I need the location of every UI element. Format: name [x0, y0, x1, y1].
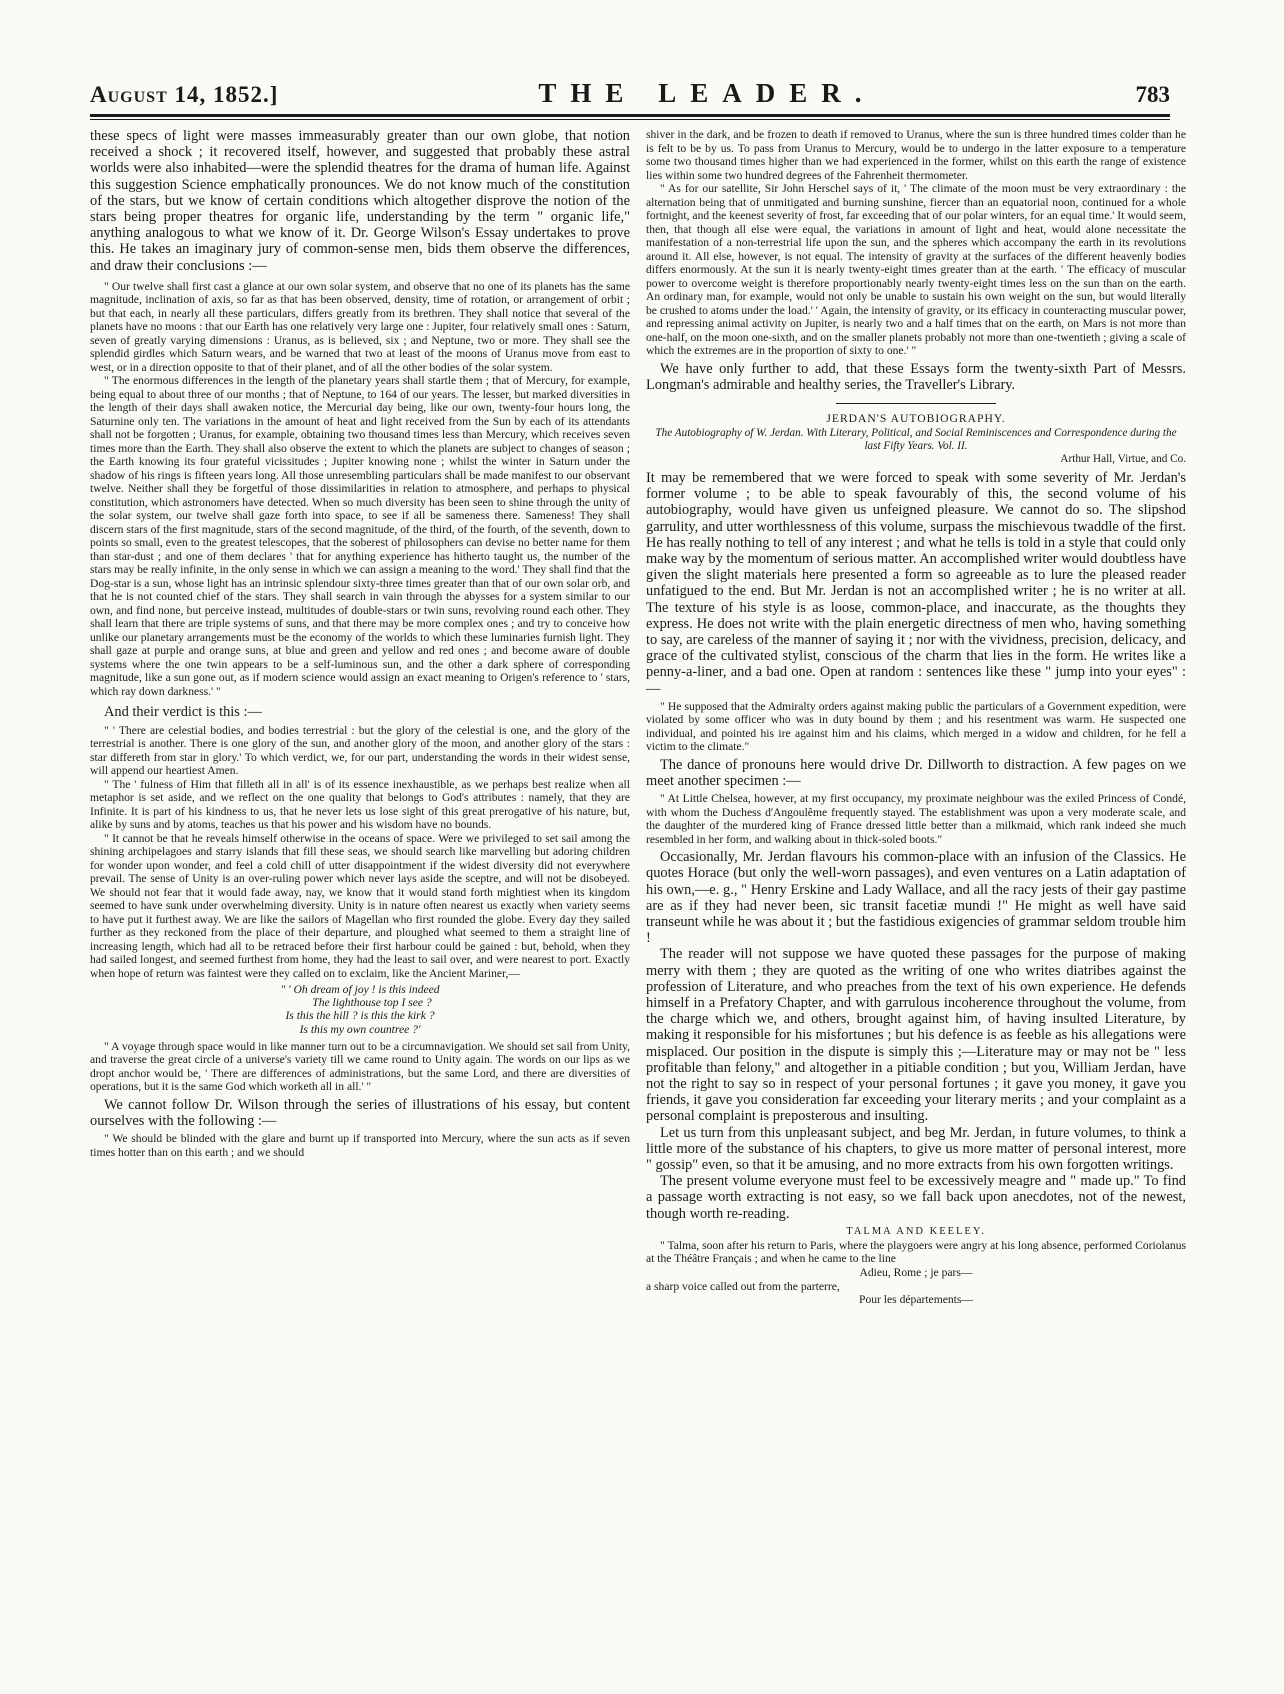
- verse: [90, 983, 630, 1036]
- quote-paragraph: a sharp voice called out from the parterre,: [646, 1279, 840, 1293]
- quote-paragraph: " He supposed that the Admiralty orders against making public the particulars of a Government expedition, were violated by some officer who was in duty bound by them ; and his resentment was warm. He suspected one individual, and pointed his ire against him and his claims, which merged in a widow and children, for he fell a victim to the climate.": [646, 699, 1186, 754]
- paragraph: We cannot follow Dr. Wilson through the series of illustrations of his essay, but content ourselves with the following :—: [90, 1096, 630, 1130]
- quote-paragraph: shiver in the dark, and be frozen to death if removed to Uranus, where the sun is three hundred times colder than he is felt to be by us. To pass from Uranus to Mercury, would be to undergo in the latter exposure to a temperature some two thousand times higher than we had experienced in the former, whilst on this earth the range of existence lies within some two hundred degrees of the Fahrenheit thermometer.: [646, 128, 1186, 182]
- paragraph: The reader will not suppose we have quoted these passages for the purpose of making merry with them ; they are quoted as the writing of one who writes diatribes against the profession of Literature, and who preaches from the text of his own experience. He defends himself in a Prefatory Chapter, and with garrulous incoherence throughout the volume, from the charge which we, and others, brought against him, of having insulted Literature, by making it responsible for his misfortunes ; but his defence is as feeble as his allegations were misplaced. Our position in the dispute is simply this ;—Literature may or may not be " less profitable than felony," and altogether in a pitiable condition ; but you, William Jerdan, have not the right to say so in respect of your personal fortunes ; it gave you money, it gave you friends, it gave you consideration far exceeding your literary merits ; and your complaint as a personal complaint is preposterous and insulting.: [646, 946, 1186, 1125]
- paragraph: It may be remembered that we were forced to speak with some severity of Mr. Jerdan's former volume ; to be able to speak favourably of this, the second volume of his autobiography, would have given us unfeigned pleasure. We cannot do so. The slipshod garrulity, and utter worthlessness of this volume, surpass the mischievous twaddle of the first. He has really nothing to tell of any interest ; and what he tells is told in a style that could only make way by the momentum of serious matter. An accomplished writer would doubtless have given the slight materials here presented a form so agreeable as to lure the pleased reader unfatigued to the end. But Mr. Jerdan is not an accomplished writer ; he is no writer at all. The texture of his style is as loose, common-place, and inaccurate, as the thoughts they express. He does not write with the plain energetic directness of men who, having something to say, are careless of the manner of saying it ; nor with the vividness, precision, delicacy, and grace of the cultivated stylist, conscious of the charm that lies in the form. He writes like a penny-a-liner, and a bad one. Open at random : sentences like these " jump into your eyes" :—: [646, 469, 1186, 697]
- quote-paragraph: " Our twelve shall first cast a glance at our own solar system, and observe that no one of its planets has the same magnitude, inclination of axis, so far as that has been observed, density, time of rotation, or arrangement of orbit ; but that each, in nearly all these particulars, differs greatly from its brethren. They shall notice that several of the planets have no moons : that our Earth has one relatively very large one : Jupiter, four relatively small ones : Saturn, seven of greatly varying dimensions : Uranus, as is believed, six ; and Neptune, two or more. They shall see the splendid girdles which Saturn wears, and be warned that two at least of the moons of Uranus move from east to west, or in a direction opposite to that of their planet, and of all the other bodies of the solar system.: [90, 279, 630, 374]
- paragraph: The dance of pronouns here would drive Dr. Dillworth to distraction. A few pages on we meet another specimen :—: [646, 756, 1186, 789]
- paragraph: these specs of light were masses immeasurably greater than our own globe, that notion received a shock ; it recovered itself, however, and suggested that probably these astral worlds were also inhabited—were the splendid theatres for the drama of human life. Against this suggestion Science emphatically pronounces. We do not know much of the constitution of the stars, but we know of certain conditions which altogether disprove the notion of the stars being proper theatres for organic life, understanding by the term " organic life," anything analogous to what we know of it. Dr. George Wilson's Essay undertakes to prove this. He takes an imaginary jury of common-sense men, bids them observe the differences, and draw their conclusions :—: [90, 128, 630, 274]
- quote-paragraph: " A voyage through space would in like manner turn out to be a circumnavigation. We should set sail from Unity, and traverse the great circle of a universe's variety till we came round to Unity again. The words on our lips as we dropt anchor would be, ' There are differences of administrations, but the same Lord, and there are diversities of operations, but it is the same God which worketh all in all.' ": [90, 1039, 630, 1094]
- paragraph: The present volume everyone must feel to be excessively meagre and " made up." To find a passage worth extracting is not easy, so we fall back upon anecdotes, not of the newest, though worth re-reading.: [646, 1173, 1186, 1222]
- quote-paragraph: " ' There are celestial bodies, and bodies terrestrial : but the glory of the celestial is one, and the glory of the terrestrial is another. There is one glory of the sun, and another glory of the moon, and another glory of the stars : star differeth from star in glory.' To which verdict, we, for our part, understanding the words in their widest sense, will append our heartiest Amen.: [90, 723, 630, 778]
- verse-line: Is this the hill ? is this the kirk ?: [285, 1009, 435, 1023]
- paragraph: Occasionally, Mr. Jerdan flavours his common-place with an infusion of the Classics. He quotes Horace (but only the well-worn passages), and even ventures on a Latin adaptation of his own,—e. g., " Henry Erskine and Lady Wallace, and all the racy jests of their gay pastime are as if they had never been, sic transit facetiæ mundi !" He might as well have said transeunt while he was about it ; but the fastidious exigencies of grammar seldom trouble him !: [646, 849, 1186, 947]
- masthead-rule: [90, 114, 1170, 117]
- subheading: TALMA AND KEELEY.: [846, 1225, 986, 1237]
- paragraph: And their verdict is this :—: [104, 704, 262, 721]
- left-column: [90, 128, 630, 1159]
- quote-paragraph: " Talma, soon after his return to Paris, where the playgoers were angry at his long absence, performed Coriolanus at the Théâtre Français ; and when he came to the line: [646, 1238, 1186, 1266]
- page-number: 783: [1135, 82, 1170, 107]
- section-divider: [836, 403, 996, 404]
- review-publisher: Arthur Hall, Virtue, and Co.: [1060, 452, 1186, 465]
- review-subtitle: The Autobiography of W. Jerdan. With Literary, Political, and Social Reminiscences and Correspondence during the last Fifty Years. Vol. II.: [655, 426, 1177, 452]
- quote-paragraph: " We should be blinded with the glare and burnt up if transported into Mercury, where the sun acts as if seven times hotter than on this earth ; and we should: [90, 1132, 630, 1159]
- paragraph: Let us turn from this unpleasant subject, and beg Mr. Jerdan, in future volumes, to think a little more of the substance of his chapters, to give us more matter of personal interest, more " gossip" even, so that it be amusing, and no more extracts from his own forgotten writings.: [646, 1124, 1186, 1174]
- paragraph: We have only further to add, that these Essays form the twenty-sixth Part of Messrs. Longman's admirable and healthy series, the Traveller's Library.: [646, 360, 1186, 393]
- right-column: [646, 128, 1186, 1307]
- masthead-rule-thin: [90, 119, 1170, 120]
- review-heading: JERDAN'S AUTOBIOGRAPHY.: [826, 411, 1006, 425]
- verse-line: The lighthouse top I see ?: [312, 996, 432, 1010]
- masthead: [90, 78, 1170, 112]
- issue-date: August 14, 1852.]: [90, 82, 279, 107]
- quoted-line: Adieu, Rome ; je pars—: [859, 1265, 973, 1279]
- quote-paragraph: " The enormous differences in the length of the planetary years shall startle them ; that of Mercury, for example, being equal to about three of our months ; that of Neptune, to 164 of our years. The lesser, but marked diversities in the length of their days shall awaken notice, the Mercurial day being, like our own, twenty-four hours long, the Saturnine only ten. The variations in the amount of heat and light received from the Sun by each of its attendants shall not be forgotten ; Uranus, for example, obtaining two thousand times less than Mercury, which receives seven times more than the Earth. They shall also observe the extent to which the planets are subject to changes of season ; the Earth knowing its four grateful vicissitudes ; Jupiter knowing none ; whilst the winter in Saturn under the shadow of his rings is fifteen years long. All those unresembling particulars shall be made manifest to our observant twelve. Neither shall they be forgetful of those dissimilarities in relation to atmosphere, and perhaps to physical constitution, which astronomers have detected. When so much diversity has been seen to shine through the unity of the solar system, our twelve shall gaze forth into space, to see if all be sameness there. Sameness! They shall discern stars of the first magnitude, stars of the second magnitude, of the third, of the fourth, of the seventh, down to points so small, even to the greatest telescopes, that the soberest of philosophers can devise no better name for them than star-dust ; and one of them declares ' that for anything experience has hitherto taught us, the number of the stars may be really infinite, in the only sense in which we can assign a meaning to the word.' They shall find that the Dog-star is a sun, whose light has an intrinsic splendour sixty-three times greater than that of our own solar orb, and that he is not counted chief of the stars. They shall search in vain through the abysses for a system similar to our own, and find none, but perceive instead, multitudes of double-stars or twin suns, revolving round each other. They shall learn that there are triple systems of suns, and that there may be more complex ones ; and try to conceive how unlike our planetary arrangements must be the economy of the worlds to which these luminaries furnish light. They shall gaze at purple and orange suns, at blue and green and yellow and red ones ; and become aware of double systems where the one twin appears to be a self-luminous sun, and the other a dark sphere of corresponding magnitude, like a sun gone out, as if modern science would assign an exact meaning to Origen's reference to ' stars, which ray down darkness.' ": [90, 374, 630, 698]
- quoted-line: Pour les départements—: [859, 1293, 973, 1307]
- quote-paragraph: " At Little Chelsea, however, at my first occupancy, my proximate neighbour was the exiled Princess of Condé, with whom the Duchess d'Angoulême frequently stayed. The establishment was upon a very moderate scale, and the daughter of the murdered king of France dressed little better than a milkmaid, which rank indeed she much resembled in her form, and walking about in thick-soled boots.": [646, 792, 1186, 846]
- quote-paragraph: " The ' fulness of Him that filleth all in all' is of its essence inexhaustible, as we perhaps best realize when all metaphor is set aside, and we reflect on the one quality that belongs to God's attributes : namely, that they are Infinite. It is part of his kindness to us, that he never lets us lose sight of this great prerogative of his nature, but, alike by suns and by atoms, teaches us that his power and his wisdom have no bounds.: [90, 777, 630, 832]
- quote-paragraph: " It cannot be that he reveals himself otherwise in the oceans of space. Were we privileged to set sail among the shining archipelagoes and starry islands that fill these seas, we should search like marvelling but adoring children for wonder upon wonder, and feel a cold chill of utter disappointment if the widest diversity did not everywhere prevail. The sense of Unity is an over-ruling power which never lays aside the sceptre, and will not be disobeyed. We should not fear that it would fade away, nay, we know that it would stand forth mightiest when its kingdom seemed to have sunk under overwhelming diversity. Unity is in nature often nearest us exactly when variety seems to have put it furthest away. We are like the sailors of Magellan who first rounded the globe. Every day they sailed further as they reckoned from the place of their departure, and ploughed what seemed to them a straight line of increasing length, which had all to be retraced before their first harbour could be gained : but, behold, when they had sailed longest, and seemed furthest from home, they had the least to sail over, and were nearest to port. Exactly when hope of return was faintest were they called on to exclaim, like the Ancient Mariner,—: [90, 831, 630, 980]
- newspaper-title: THE LEADER.: [538, 78, 876, 108]
- quote-paragraph: " As for our satellite, Sir John Herschel says of it, ' The climate of the moon must be very extraordinary : the alternation being that of unmitigated and burning sunshine, fiercer than an equatorial noon, continued for a whole fortnight, and the keenest severity of frost, far exceeding that of our polar winters, for an equal time.' It would seem, then, that though all else were equal, the variations in amount of light and heat, would alone necessitate the manifestation of a non-terrestrial life upon the sun, and the spheres which accompany the earth in its revolutions around it. All else, however, is not equal. The intensity of gravity at the surfaces of the different heavenly bodies differs enormously. At the sun it is nearly twenty-eight times greater than at the earth. ' The efficacy of muscular power to overcome weight is therefore proportionably nearly twenty-eight times less on the sun than on the earth. An ordinary man, for example, would not only be unable to sustain his own weight on the sun, but would literally be crushed to atoms under the load.' ' Again, the intensity of gravity, or its efficacy in counteracting muscular power, and repressing animal activity on Jupiter, is nearly two and a half times that on the earth, on Mars is not more than one-half, on the moon one-sixth, and on the smaller planets probably not more than one-twentieth ; giving a scale of which the extremes are in the proportion of sixty to one.' ": [646, 182, 1186, 357]
- verse-line: " ' Oh dream of joy ! is this indeed: [280, 983, 440, 997]
- verse-line: Is this my own countree ?': [299, 1022, 421, 1036]
